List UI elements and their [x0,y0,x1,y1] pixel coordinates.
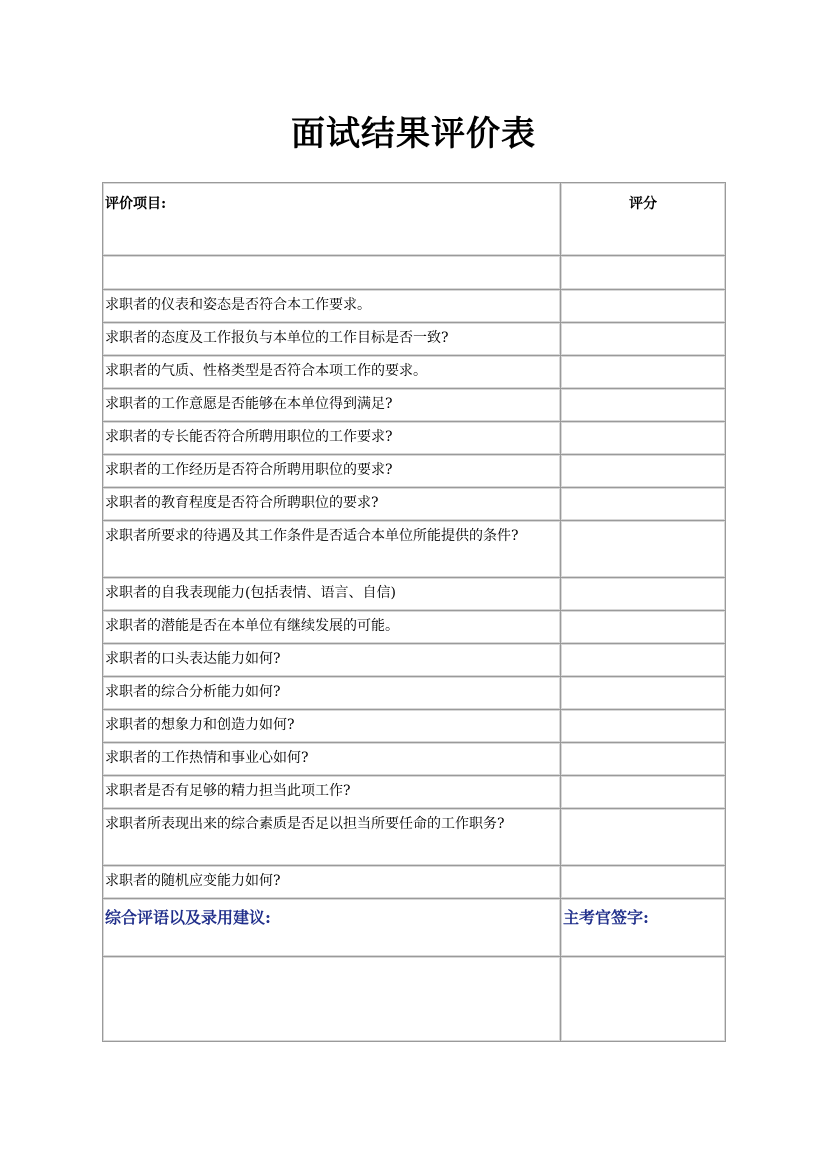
question-cell: 求职者的态度及工作报负与本单位的工作目标是否一致? [103,323,561,356]
question-cell: 求职者的气质、性格类型是否符合本项工作的要求。 [103,356,561,389]
blank-row [103,256,726,290]
table-header-row [103,183,726,256]
table-row [103,776,726,809]
score-cell[interactable] [561,290,726,323]
table-row [103,677,726,710]
table-row [103,644,726,677]
table-row [103,323,726,356]
score-cell[interactable] [561,809,726,866]
score-cell[interactable] [561,743,726,776]
table-row [103,809,726,866]
score-cell[interactable] [561,578,726,611]
blank-item-cell [103,256,561,290]
signature-label: 主考官签字: [561,899,726,957]
score-cell[interactable] [561,866,726,899]
blank-score-cell[interactable] [561,256,726,290]
table-row [103,488,726,521]
table-row [103,521,726,578]
question-cell: 求职者的自我表现能力(包括表情、语言、自信) [103,578,561,611]
score-cell[interactable] [561,644,726,677]
question-cell: 求职者的教育程度是否符合所聘职位的要求? [103,488,561,521]
score-cell[interactable] [561,710,726,743]
signature-field[interactable] [561,957,726,1042]
question-cell: 求职者是否有足够的精力担当此项工作? [103,776,561,809]
score-cell[interactable] [561,611,726,644]
summary-input-row [103,957,726,1042]
table-row [103,743,726,776]
table-row [103,290,726,323]
score-column-header: 评分 [561,183,726,256]
score-cell[interactable] [561,455,726,488]
score-cell[interactable] [561,521,726,578]
score-cell[interactable] [561,389,726,422]
score-cell[interactable] [561,422,726,455]
question-cell: 求职者的工作意愿是否能够在本单位得到满足? [103,389,561,422]
summary-header-row [103,899,726,957]
question-cell: 求职者的工作经历是否符合所聘用职位的要求? [103,455,561,488]
table-row [103,611,726,644]
evaluation-table [102,182,726,1042]
score-cell[interactable] [561,323,726,356]
summary-label: 综合评语以及录用建议: [103,899,561,957]
table-row [103,389,726,422]
table-row [103,455,726,488]
question-cell: 求职者的随机应变能力如何? [103,866,561,899]
question-cell: 求职者的潜能是否在本单位有继续发展的可能。 [103,611,561,644]
question-cell: 求职者所要求的待遇及其工作条件是否适合本单位所能提供的条件? [103,521,561,578]
table-row [103,356,726,389]
score-cell[interactable] [561,677,726,710]
table-row [103,578,726,611]
question-cell: 求职者所表现出来的综合素质是否足以担当所要任命的工作职务? [103,809,561,866]
table-row [103,710,726,743]
question-cell: 求职者的口头表达能力如何? [103,644,561,677]
score-cell[interactable] [561,356,726,389]
table-row [103,866,726,899]
score-cell[interactable] [561,776,726,809]
score-cell[interactable] [561,488,726,521]
question-cell: 求职者的专长能否符合所聘用职位的工作要求? [103,422,561,455]
summary-field[interactable] [103,957,561,1042]
item-column-header: 评价项目: [103,183,561,256]
question-cell: 求职者的综合分析能力如何? [103,677,561,710]
question-cell: 求职者的仪表和姿态是否符合本工作要求。 [103,290,561,323]
question-cell: 求职者的工作热情和事业心如何? [103,743,561,776]
question-cell: 求职者的想象力和创造力如何? [103,710,561,743]
table-row [103,422,726,455]
page-title: 面试结果评价表 [291,114,536,154]
